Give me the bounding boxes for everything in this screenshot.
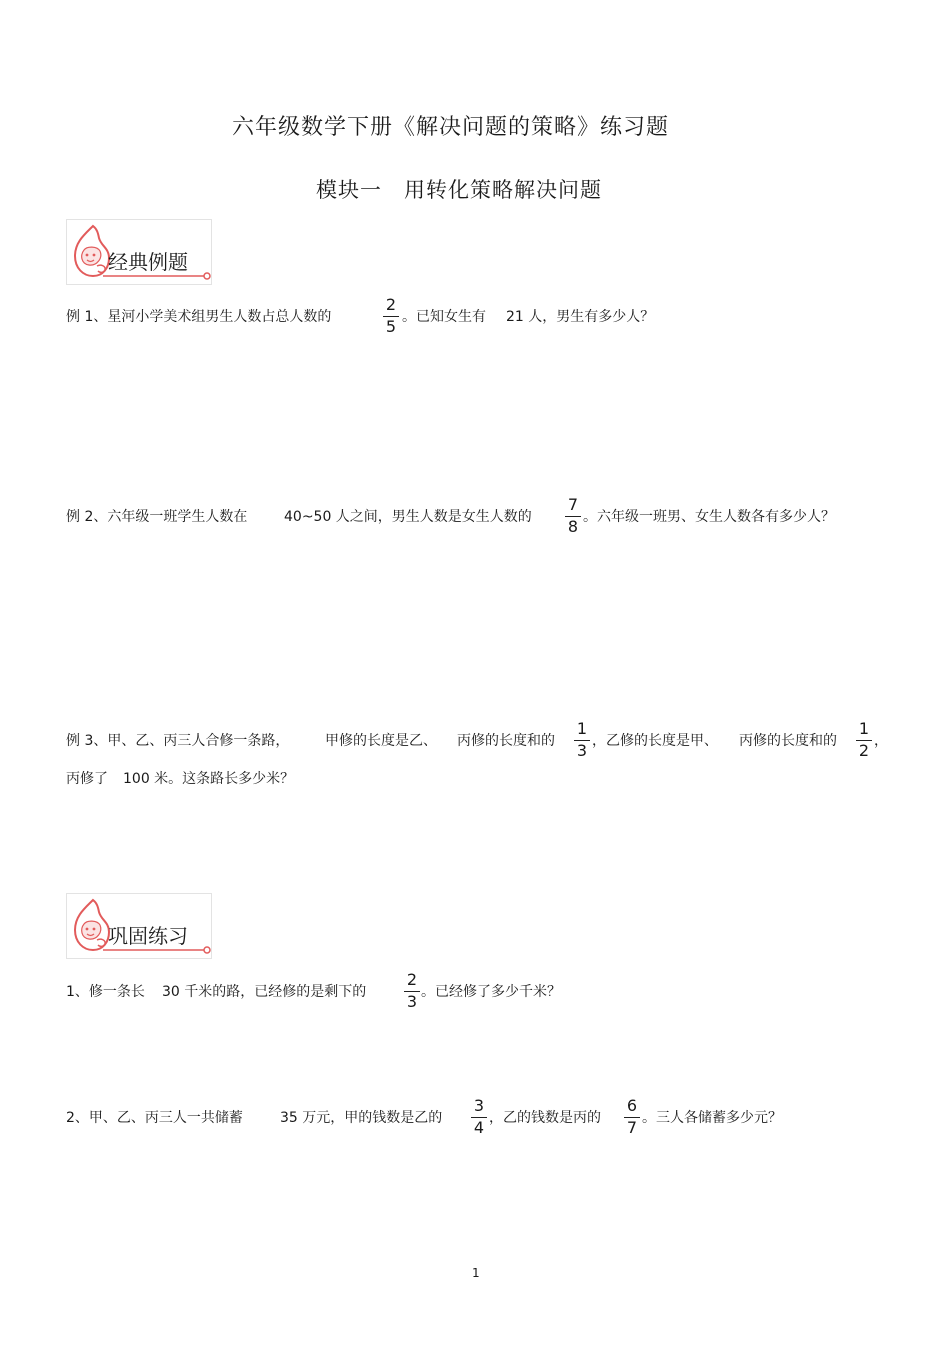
fraction-denominator: 2 [858,741,870,760]
ex3-text-h: 100 米。这条路长多少米？ [123,771,295,787]
p2-text-b: 35 万元，甲的钱数是乙的 [280,1110,443,1126]
p1-fraction [402,972,422,1012]
module-title: 模块一 用转化策略解决问题 [316,178,602,202]
p1-text-a: 1、修一条长 [66,984,145,1000]
p2-fraction-2 [622,1098,642,1138]
ex1-text-a: 例 1、星河小学美术组男生人数占总人数的 [66,309,332,325]
fraction-denominator: 7 [626,1118,638,1137]
p1-text-c: 。已经修了多少千米？ [421,984,561,1000]
ex3-text-e: 丙修的长度和的 [739,733,837,749]
fraction-denominator: 3 [576,741,588,760]
ex3-text-a: 例 3、甲、乙、丙三人合修一条路， [66,733,290,749]
ex1-fraction [381,297,401,337]
page-title: 六年级数学下册《解决问题的策略》练习题 [232,115,670,140]
ex3-fraction-1 [572,721,592,761]
fraction-numerator: 2 [406,970,418,989]
fraction-denominator: 5 [385,317,397,336]
ex1-text-c: 21 人，男生有多少人？ [506,309,655,325]
fraction-numerator: 2 [385,295,397,314]
ex2-text-c: 。六年级一班男、女生人数各有多少人？ [583,509,835,525]
fraction-denominator: 8 [567,517,579,536]
p1-text-b: 30 千米的路，已经修的是剩下的 [162,984,367,1000]
ex3-fraction-2 [854,721,874,761]
fraction-denominator: 3 [406,992,418,1011]
p2-text-d: 。三人各储蓄多少元？ [642,1110,782,1126]
fraction-numerator: 1 [858,719,870,738]
ex3-text-c: 丙修的长度和的 [457,733,555,749]
fraction-denominator: 4 [473,1118,485,1137]
ex2-fraction [563,497,583,537]
section-label-practice: 巩固练习 [108,924,188,948]
ex3-text-g: 丙修了 [66,771,108,787]
fraction-numerator: 7 [567,495,579,514]
p2-fraction-1 [469,1098,489,1138]
ex2-text-b: 40~50 人之间，男生人数是女生人数的 [284,509,532,525]
fraction-numerator: 6 [626,1096,638,1115]
ex1-text-b: 。已知女生有 [402,309,486,325]
fraction-numerator: 1 [576,719,588,738]
p2-text-c: ，乙的钱数是丙的 [489,1110,601,1126]
section-badge-examples [66,219,212,285]
fraction-numerator: 3 [473,1096,485,1115]
ex3-text-b: 甲修的长度是乙、 [325,733,437,749]
ex2-text-a: 例 2、六年级一班学生人数在 [66,509,248,525]
section-badge-practice [66,893,212,959]
section-label-examples: 经典例题 [108,250,188,274]
page-number: 1 [472,1266,480,1280]
ex3-text-f: ， [874,733,888,749]
ex3-text-d: ，乙修的长度是甲、 [592,733,718,749]
p2-text-a: 2、甲、乙、丙三人一共储蓄 [66,1110,243,1126]
